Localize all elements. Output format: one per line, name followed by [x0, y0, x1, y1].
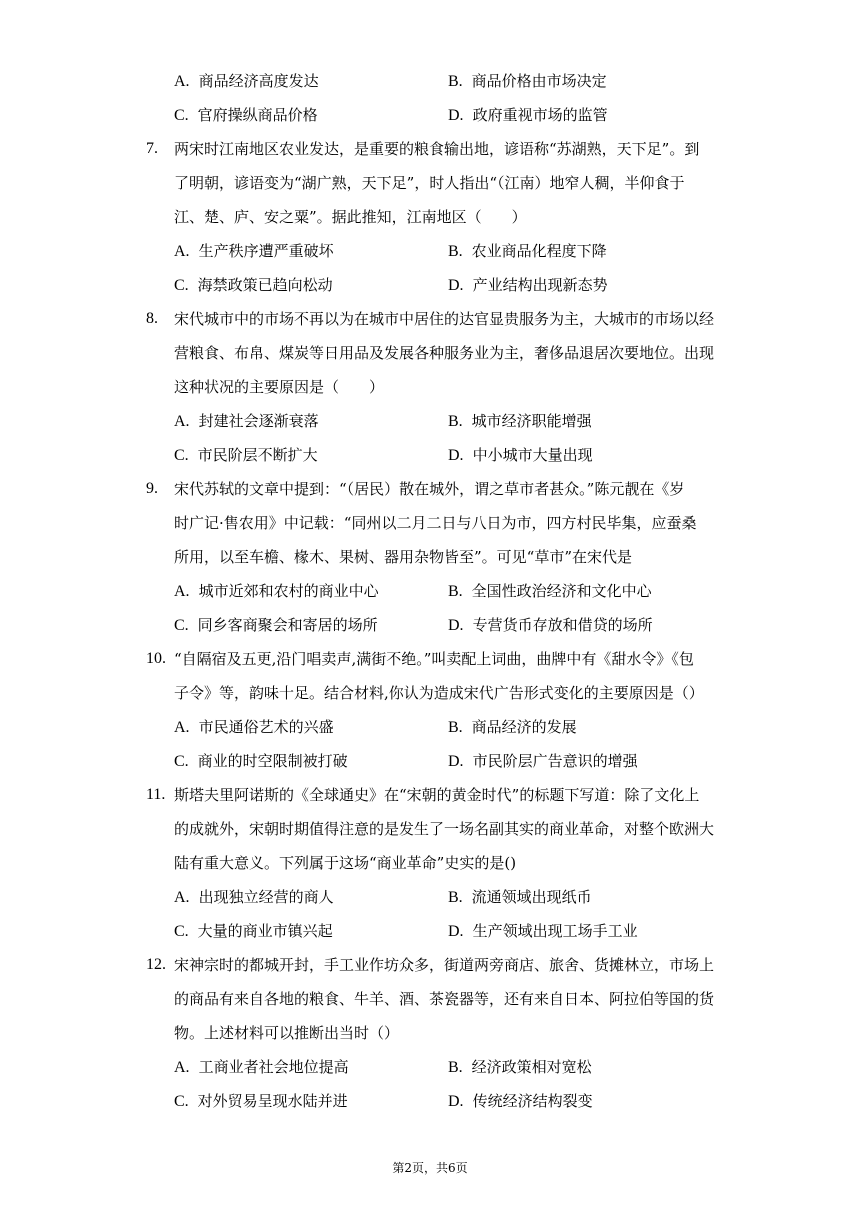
- option-c: [174, 268, 333, 303]
- option-text: 专营货币存放和借贷的场所: [472, 616, 653, 634]
- question-10: [0, 642, 860, 778]
- option-d: [448, 438, 593, 473]
- question-8: [0, 302, 860, 472]
- question-number: 8.: [146, 310, 158, 327]
- option-row: [0, 404, 860, 438]
- option-text: 官府操纵商品价格: [197, 106, 318, 124]
- question-number: 11.: [146, 786, 166, 803]
- question-7: [0, 132, 860, 302]
- question-stem-line: 宋神宗时的都城开封，手工业作坊众多，街道两旁商店、旅舍、货摊林立，市场上: [174, 956, 715, 974]
- option-text: 商业的时空限制被打破: [197, 752, 348, 770]
- option-a: [174, 880, 334, 915]
- option-d: [448, 608, 653, 643]
- option-b: [448, 64, 607, 99]
- option-a: [174, 64, 319, 99]
- question-stem-line: 陆有重大意义。下列属于这场“商业革命”史实的是(): [174, 854, 517, 872]
- question-9: [0, 472, 860, 642]
- option-letter: B.: [448, 583, 463, 600]
- option-b: [448, 880, 592, 915]
- option-letter: A.: [174, 73, 190, 90]
- page-footer: 第2页，共6页: [392, 1161, 468, 1175]
- option-row: [0, 880, 860, 914]
- option-a: [174, 574, 379, 609]
- question-stem-line: 了明朝，谚语变为“湖广熟，天下足”，时人指出“（江南）地窄人稠，半仰食于: [174, 174, 685, 192]
- option-letter: B.: [448, 889, 463, 906]
- question-number: 7.: [146, 140, 158, 157]
- option-letter: D.: [448, 617, 464, 634]
- option-text: 商品经济的发展: [471, 718, 577, 736]
- option-c: [174, 1084, 348, 1119]
- option-letter: B.: [448, 413, 463, 430]
- option-text: 市民阶层广告意识的增强: [472, 752, 638, 770]
- option-b: [448, 574, 652, 609]
- option-text: 封建社会逐渐衰落: [198, 412, 319, 430]
- option-row: [0, 64, 860, 98]
- option-text: 城市近郊和农村的商业中心: [198, 582, 379, 600]
- question-stem-line: 宋代苏轼的文章中提到：“（居民）散在城外，谓之草市者甚众。”陈元靓在《岁: [174, 480, 685, 498]
- option-letter: A.: [174, 583, 190, 600]
- option-a: [174, 234, 334, 269]
- option-text: 生产秩序遭严重破坏: [198, 242, 334, 260]
- question-stem-line: “自隔宿及五更,沿门唱卖声,满街不绝。”叫卖配上词曲，曲牌中有《甜水令》《包: [174, 650, 694, 668]
- question-12: [0, 948, 860, 1118]
- option-text: 市民通俗艺术的兴盛: [198, 718, 334, 736]
- option-letter: C.: [174, 1093, 189, 1110]
- option-b: [448, 1050, 592, 1085]
- option-d: [448, 1084, 593, 1119]
- option-letter: A.: [174, 243, 190, 260]
- option-text: 海禁政策已趋向松动: [197, 276, 333, 294]
- option-letter: B.: [448, 73, 463, 90]
- question-11: [0, 778, 860, 948]
- option-a: [174, 710, 334, 745]
- question-stem-line: 江、楚、庐、安之粟”。据此推知，江南地区（ ）: [174, 208, 527, 226]
- option-text: 传统经济结构裂变: [472, 1092, 593, 1110]
- option-text: 政府重视市场的监管: [472, 106, 608, 124]
- option-letter: D.: [448, 753, 464, 770]
- option-row: [0, 608, 860, 642]
- option-row: [0, 1084, 860, 1118]
- option-row: [0, 744, 860, 778]
- option-text: 商品价格由市场决定: [471, 72, 607, 90]
- question-stem-line: 时广记·售农用》中记载：“同州以二月二日与八日为市，四方村民毕集，应蚕桑: [174, 514, 697, 532]
- option-letter: B.: [448, 1059, 463, 1076]
- option-text: 生产领域出现工场手工业: [472, 922, 638, 940]
- option-row: [0, 574, 860, 608]
- option-letter: D.: [448, 277, 464, 294]
- option-d: [448, 744, 638, 779]
- option-c: [174, 608, 378, 643]
- option-text: 流通领域出现纸币: [471, 888, 592, 906]
- option-letter: C.: [174, 277, 189, 294]
- option-text: 出现独立经营的商人: [198, 888, 334, 906]
- option-c: [174, 744, 348, 779]
- option-row: [0, 268, 860, 302]
- option-letter: A.: [174, 719, 190, 736]
- question-list: [0, 132, 860, 1118]
- option-b: [448, 234, 607, 269]
- option-text: 对外贸易呈现水陆并进: [197, 1092, 348, 1110]
- option-row: [0, 438, 860, 472]
- option-row: [0, 1050, 860, 1084]
- question-number: 9.: [146, 480, 158, 497]
- option-text: 中小城市大量出现: [472, 446, 593, 464]
- option-d: [448, 914, 638, 949]
- option-letter: D.: [448, 1093, 464, 1110]
- question-stem-line: 宋代城市中的市场不再以为在城市中居住的达官显贵服务为主，大城市的市场以经: [174, 310, 715, 328]
- option-row: [0, 914, 860, 948]
- option-c: [174, 438, 318, 473]
- question-stem-line: 子令》等，韵味十足。结合材料,你认为造成宋代广告形式变化的主要原因是（）: [174, 684, 704, 702]
- option-b: [448, 404, 592, 439]
- question-number: 10.: [146, 650, 166, 667]
- option-text: 农业商品化程度下降: [471, 242, 607, 260]
- option-c: [174, 98, 318, 133]
- option-letter: D.: [448, 107, 464, 124]
- option-letter: A.: [174, 413, 190, 430]
- option-letter: A.: [174, 1059, 190, 1076]
- option-letter: B.: [448, 243, 463, 260]
- option-text: 产业结构出现新态势: [472, 276, 608, 294]
- option-text: 全国性政治经济和文化中心: [471, 582, 652, 600]
- option-b: [448, 710, 577, 745]
- question-stem-line: 两宋时江南地区农业发达，是重要的粮食输出地，谚语称“苏湖熟，天下足”。到: [174, 140, 700, 158]
- option-letter: C.: [174, 447, 189, 464]
- option-c: [174, 914, 333, 949]
- question-stem-line: 的商品有来自各地的粮食、牛羊、酒、茶瓷器等，还有来自日本、阿拉伯等国的货: [174, 990, 715, 1008]
- option-row: [0, 710, 860, 744]
- option-row: [0, 98, 860, 132]
- option-letter: A.: [174, 889, 190, 906]
- option-letter: C.: [174, 107, 189, 124]
- question-stem-line: 这种状况的主要原因是（ ）: [174, 378, 385, 396]
- option-a: [174, 1050, 349, 1085]
- option-text: 商品经济高度发达: [198, 72, 319, 90]
- question-stem-line: 斯塔夫里阿诺斯的《全球通史》在“宋朝的黄金时代”的标题下写道：除了文化上: [174, 786, 700, 804]
- option-text: 工商业者社会地位提高: [198, 1058, 349, 1076]
- option-text: 大量的商业市镇兴起: [197, 922, 333, 940]
- option-d: [448, 98, 608, 133]
- question-stem-line: 营粮食、布帛、煤炭等日用品及发展各种服务业为主，奢侈品退居次要地位。出现: [174, 344, 715, 362]
- option-text: 市民阶层不断扩大: [197, 446, 318, 464]
- option-text: 经济政策相对宽松: [471, 1058, 592, 1076]
- option-letter: C.: [174, 753, 189, 770]
- option-letter: D.: [448, 447, 464, 464]
- option-a: [174, 404, 319, 439]
- question-stem-line: 物。上述材料可以推断出当时（）: [174, 1024, 400, 1042]
- option-text: 城市经济职能增强: [471, 412, 592, 430]
- previous-question-options: [0, 64, 860, 132]
- option-letter: B.: [448, 719, 463, 736]
- option-letter: C.: [174, 923, 189, 940]
- question-stem-line: 所用，以至车檐、椽木、果树、器用杂物皆至”。可见“草市”在宋代是: [174, 548, 633, 566]
- option-letter: C.: [174, 617, 189, 634]
- option-row: [0, 234, 860, 268]
- option-d: [448, 268, 608, 303]
- option-letter: D.: [448, 923, 464, 940]
- question-stem-line: 的成就外，宋朝时期值得注意的是发生了一场名副其实的商业革命，对整个欧洲大: [174, 820, 715, 838]
- option-text: 同乡客商聚会和寄居的场所: [197, 616, 378, 634]
- question-number: 12.: [146, 956, 166, 973]
